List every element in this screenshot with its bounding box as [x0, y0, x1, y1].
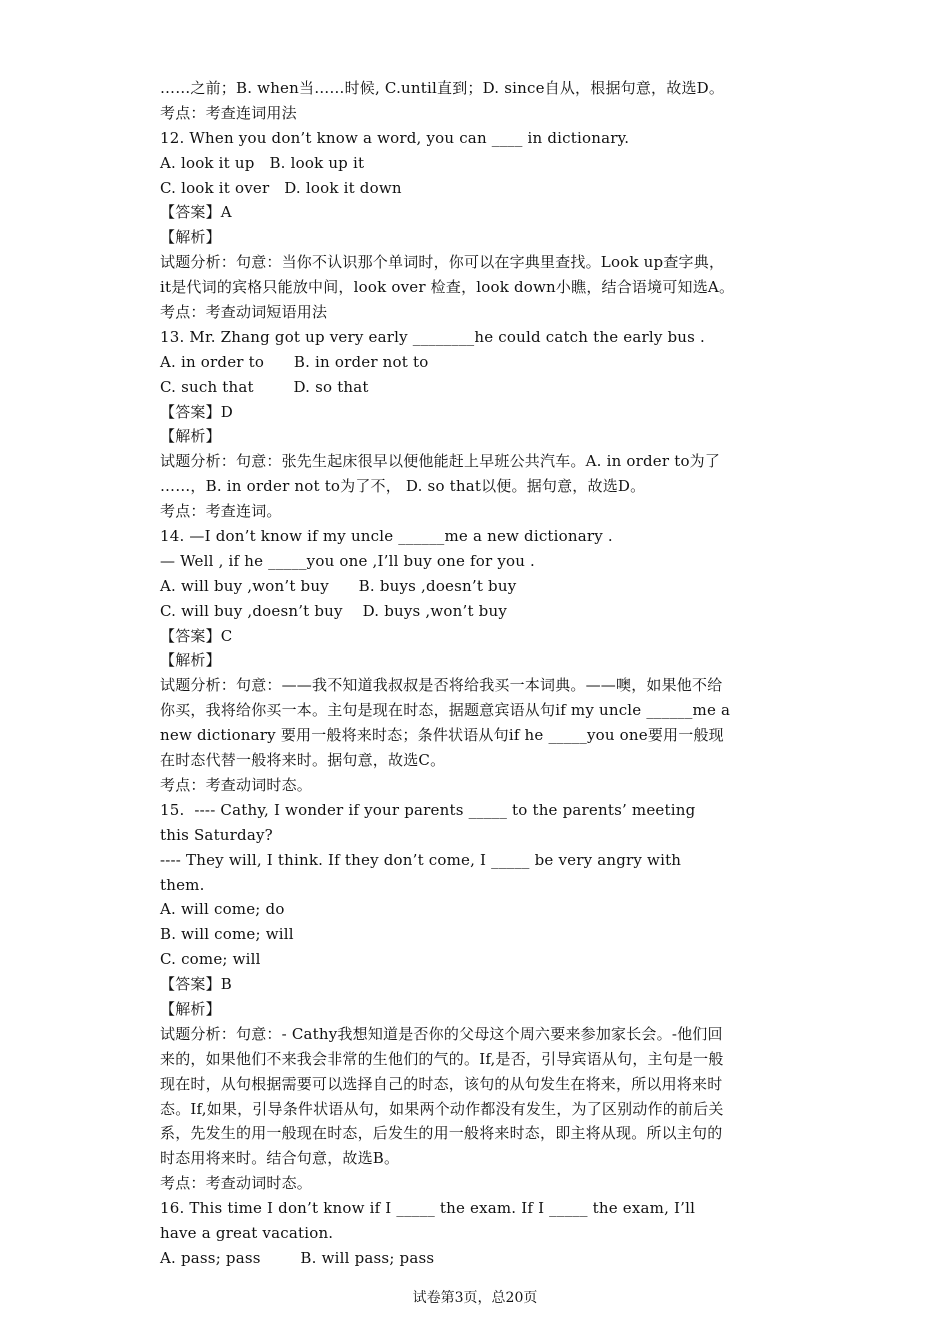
text-line: 16. This time I don’t know if I _____ the exam. If I _____ the exam, I’ll [160, 1199, 696, 1218]
text-line: 【答案】C [160, 626, 233, 645]
text-line: B. will come; will [160, 925, 294, 944]
text-line: C. such that D. so that [160, 377, 369, 396]
text-line: A. look it up B. look up it [160, 153, 365, 172]
text-line: them. [160, 875, 205, 894]
text-line: 试题分析：句意：- Cathy我想知道是否你的父母这个周六要来参加家长会。-他们回 [160, 1024, 723, 1043]
text-line: A. pass; pass B. will pass; pass [160, 1248, 435, 1267]
text-line: 【答案】B [160, 975, 233, 994]
text-line: 考点：考查连词。 [160, 502, 282, 521]
text-line: 时态用将来时。结合句意，故选B。 [160, 1149, 400, 1168]
text-line: 态。If,如果，引导条件状语从句，如果两个动作都没有发生，为了区别动作的前后关 [160, 1099, 724, 1118]
text-line: 考点：考查动词短语用法 [160, 303, 328, 322]
text-line: 14. —I don’t know if my uncle ______me a new dictionary . [160, 527, 613, 546]
text-line: 现在时，从句根据需要可以选择自己的时态，该句的从句发生在将来，所以用将来时 [160, 1074, 723, 1093]
text-line: this Saturday? [160, 825, 273, 844]
text-line: 【答案】A [160, 203, 232, 222]
text-line: 考点：考查动词时态。 [160, 1174, 313, 1193]
text-line: 【解析】 [160, 651, 221, 670]
text-line: 试题分析：句意：当你不认识那个单词时，你可以在字典里查找。Look up查字典， [160, 253, 725, 272]
text-line: C. come; will [160, 950, 261, 969]
page-footer: 试卷第3页，总20页 [412, 1290, 538, 1306]
text-line: new dictionary 要用一般将来时态；条件状语从句if he _____you one要用一般现 [160, 726, 724, 745]
text-line: 考点：考查连词用法 [160, 103, 297, 122]
text-line: it是代词的宾格只能放中间，look over 检查，look down小瞧，结合语境可知选A。 [160, 278, 735, 297]
text-line: — Well , if he _____you one ,I’ll buy one for you . [160, 551, 536, 570]
text-line: A. in order to B. in order not to [160, 352, 429, 371]
text-line: 试题分析：句意：张先生起床很早以便他能赶上早班公共汽车。A. in order to为了 [160, 452, 721, 471]
text-line: C. look it over D. look it down [160, 178, 402, 197]
text-line: 你买，我将给你买一本。主句是现在时态，据题意宾语从句if my uncle ______me a [160, 701, 731, 720]
text-line: ……之前；B. when当……时候, C.until直到；D. since自从，根据句意，故选D。 [160, 79, 725, 97]
text-line: 考点：考查动词时态。 [160, 775, 313, 794]
text-line: C. will buy ,doesn’t buy D. buys ,won’t buy [160, 601, 508, 620]
text-line: ……，B. in order not to为了不， D. so that以便。据句意，故选D。 [160, 477, 646, 496]
text-line: 12. When you don’t know a word, you can ____ in dictionary. [160, 128, 630, 147]
text-line: ---- They will, I think. If they don’t come, I _____ be very angry with [160, 850, 682, 869]
text-line: 13. Mr. Zhang got up very early ________he could catch the early bus . [160, 327, 705, 346]
text-line: A. will buy ,won’t buy B. buys ,doesn’t buy [160, 576, 517, 595]
text-line: 【解析】 [160, 427, 221, 446]
document-body [160, 76, 794, 1271]
text-line: 来的，如果他们不来我会非常的生他们的气的。If,是否，引导宾语从句，主句是一般 [160, 1049, 724, 1068]
text-line: 【答案】D [160, 402, 234, 421]
text-line: 在时态代替一般将来时。据句意，故选C。 [160, 751, 446, 770]
text-line: 【解析】 [160, 228, 221, 247]
text-line: have a great vacation. [160, 1223, 334, 1242]
text-line: A. will come; do [160, 900, 285, 919]
text-line: 系，先发生的用一般现在时态，后发生的用一般将来时态，即主将从现。所以主句的 [160, 1124, 723, 1143]
text-line: 试题分析：句意：——我不知道我叔叔是否将给我买一本词典。——噢，如果他不给 [160, 676, 723, 695]
text-line: 15. ---- Cathy, I wonder if your parents _____ to the parents’ meeting [160, 800, 696, 819]
text-line: 【解析】 [160, 999, 221, 1018]
